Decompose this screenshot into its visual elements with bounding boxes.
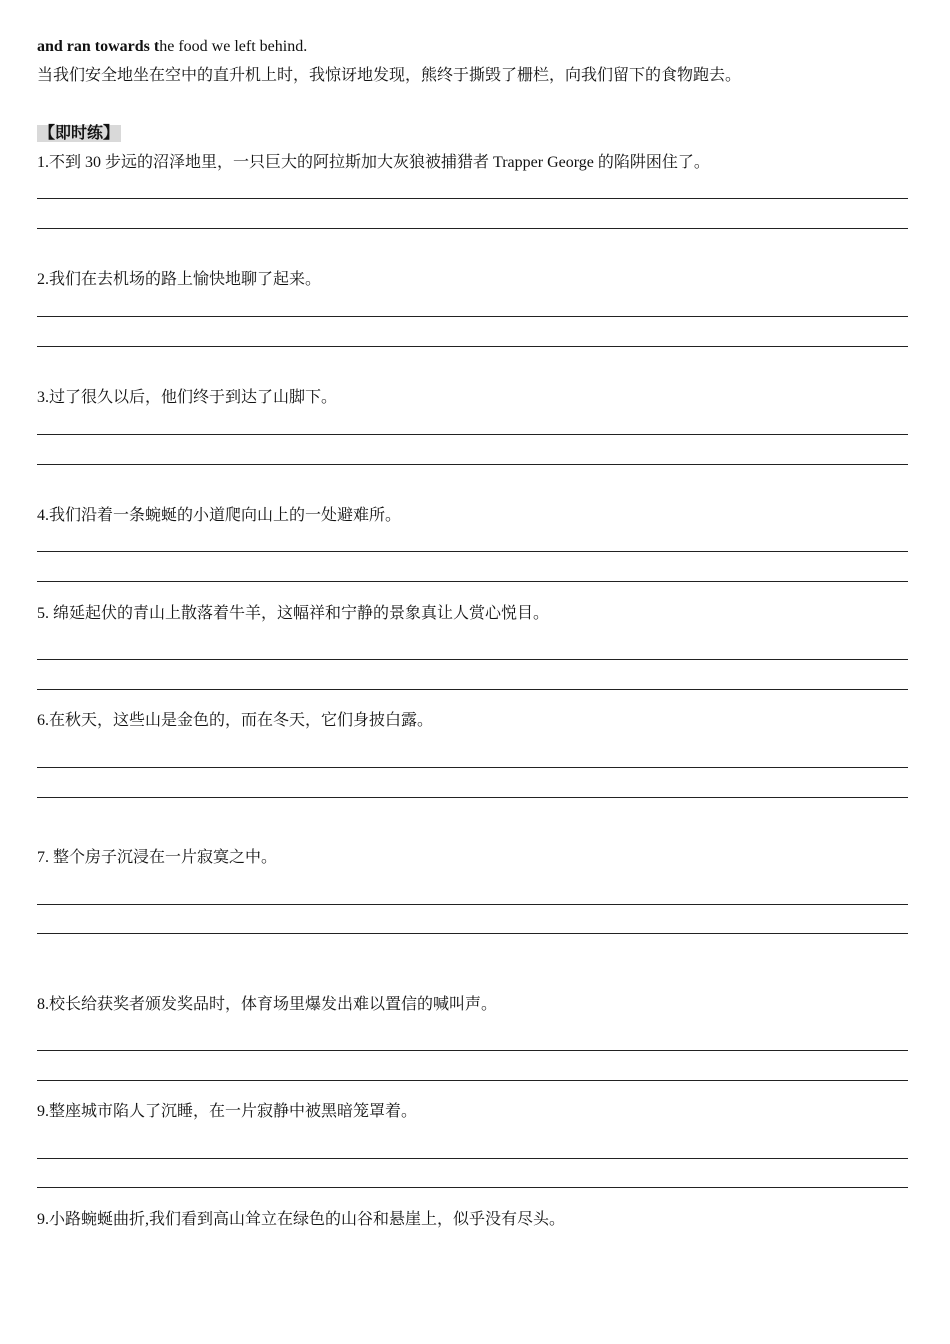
answer-line-9a[interactable]: [37, 1158, 908, 1159]
section-title: [37, 124, 121, 144]
question-2: 2.我们在去机场的路上愉快地聊了起来。: [37, 271, 322, 288]
answer-line-8a[interactable]: [37, 1050, 908, 1051]
answer-line-1a[interactable]: [37, 198, 908, 199]
answer-line-4b[interactable]: [37, 581, 908, 582]
answer-line-3a[interactable]: [37, 434, 908, 435]
answer-line-2a[interactable]: [37, 316, 908, 317]
answer-line-2b[interactable]: [37, 346, 908, 347]
answer-line-4a[interactable]: [37, 551, 908, 552]
question-7: 7. 整个房子沉浸在一片寂寞之中。: [37, 849, 278, 866]
intro-english-line: [37, 37, 307, 57]
intro-chinese-line: 当我们安全地坐在空中的直升机上时，我惊讶地发现，熊终于撕毁了栅栏，向我们留下的食物跑去。: [37, 67, 742, 84]
question-5: 5. 绵延起伏的青山上散落着牛羊，这幅祥和宁静的景象真让人赏心悦目。: [37, 605, 550, 622]
answer-line-7a[interactable]: [37, 904, 908, 905]
question-6: 6.在秋天，这些山是金色的，而在冬天，它们身披白露。: [37, 712, 434, 729]
intro-english-bold: and ran towards t: [37, 38, 160, 55]
question-4: 4.我们沿着一条蜿蜒的小道爬向山上的一处避难所。: [37, 507, 402, 524]
question-9: 9.整座城市陷人了沉睡，在一片寂静中被黑暗笼罩着。: [37, 1103, 418, 1120]
answer-line-3b[interactable]: [37, 464, 908, 465]
section-title-label: 【即时练】: [39, 125, 120, 142]
answer-line-5a[interactable]: [37, 659, 908, 660]
answer-line-9b[interactable]: [37, 1187, 908, 1188]
answer-line-6b[interactable]: [37, 797, 908, 798]
answer-line-5b[interactable]: [37, 689, 908, 690]
answer-line-1b[interactable]: [37, 228, 908, 229]
question-1: 1.不到 30 步远的沼泽地里，一只巨大的阿拉斯加大灰狼被捕猎者 Trapper George 的陷阱困住了。: [37, 154, 710, 171]
answer-line-6a[interactable]: [37, 767, 908, 768]
answer-line-7b[interactable]: [37, 933, 908, 934]
question-8: 8.校长给获奖者颁发奖品时，体育场里爆发出难以置信的喊叫声。: [37, 996, 498, 1013]
answer-line-8b[interactable]: [37, 1080, 908, 1081]
intro-english-rest: he food we left behind.: [159, 38, 308, 55]
question-10: 9.小路蜿蜒曲折,我们看到高山耸立在绿色的山谷和悬崖上，似乎没有尽头。: [37, 1211, 566, 1228]
question-3: 3.过了很久以后，他们终于到达了山脚下。: [37, 389, 338, 406]
